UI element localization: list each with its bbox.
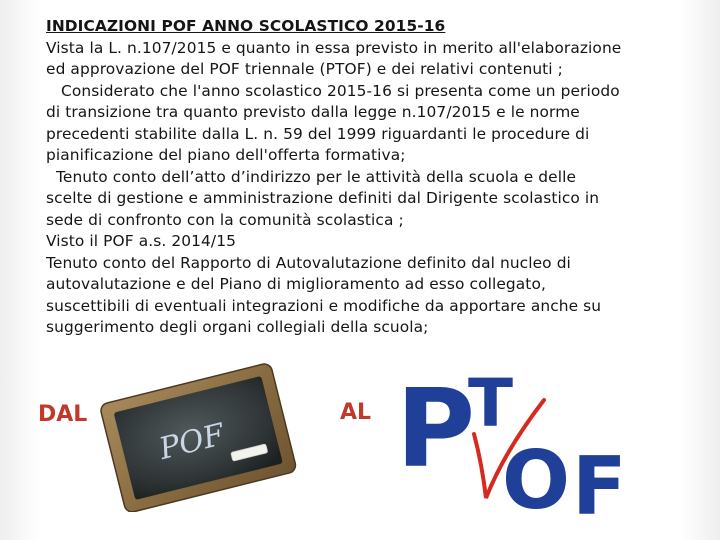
text-line: Visto il POF a.s. 2014/15 xyxy=(46,232,236,250)
text-block xyxy=(46,16,686,339)
chalkboard-icon xyxy=(98,362,298,512)
text-line: precedenti stabilite dalla L. n. 59 del 1999 riguardanti le procedure di xyxy=(46,124,590,143)
text-line: Vista la L. n.107/2015 e quanto in essa previsto in merito all'elaborazione xyxy=(46,38,622,57)
text-line: suscettibili di eventuali integrazioni e modifiche da apportare anche su xyxy=(46,296,602,315)
text-line: pianificazione del piano dell'offerta formativa; xyxy=(46,146,406,164)
text-line: di transizione tra quanto previsto dalla legge n.107/2015 e le norme xyxy=(46,103,580,121)
chalkboard-text: POF xyxy=(155,417,228,468)
text-line: Tenuto conto dell’atto d’indirizzo per le attività della scuola e delle xyxy=(46,167,577,186)
label-dal: DAL xyxy=(38,402,88,427)
text-line: Tenuto conto del Rapporto di Autovalutazione definito dal nucleo di xyxy=(46,253,571,272)
text-line: scelte di gestione e amministrazione definiti dal Dirigente scolastico in xyxy=(46,189,600,207)
label-al: AL xyxy=(340,400,372,425)
text-line: sede di confronto con la comunità scolastica ; xyxy=(46,210,404,229)
text-line: suggerimento degli organi collegiali della scuola; xyxy=(46,318,429,336)
ptof-letter-o: O xyxy=(502,434,571,520)
text-line: ed approvazione del POF triennale (PTOF) e dei relativi contenuti ; xyxy=(46,60,563,78)
text-line: Considerato che l'anno scolastico 2015-16 si presenta come un periodo xyxy=(46,81,620,100)
ptof-letter-t: T xyxy=(468,365,514,442)
text-line: autovalutazione e del Piano di miglioramento ad esso collegato, xyxy=(46,275,546,293)
page-title: INDICAZIONI POF ANNO SCOLASTICO 2015-16 xyxy=(46,17,446,35)
ptof-logo xyxy=(394,356,644,520)
ptof-letter-p: P xyxy=(396,367,476,492)
ptof-letter-f: F xyxy=(572,440,627,520)
